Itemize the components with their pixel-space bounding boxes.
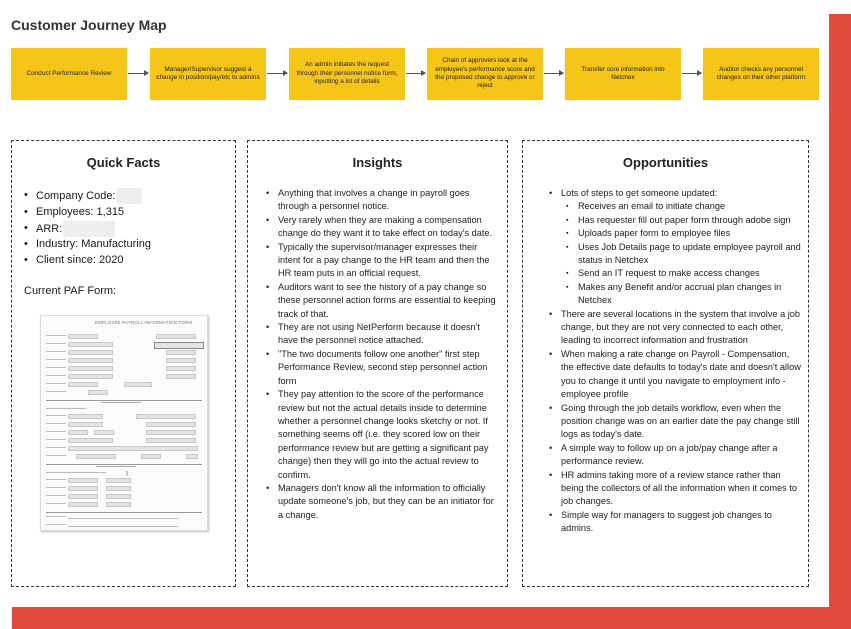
journey-step-6[interactable] bbox=[703, 48, 819, 100]
opportunity-item: • There are several locations in the system that involve a job change, but they are not very connected to each other, leading to incorrect information and frustration bbox=[549, 308, 803, 348]
fact-employees: Employees: 1,315 bbox=[36, 205, 125, 218]
insight-item: • Anything that involves a change in payroll goes through a personnel notice. bbox=[266, 187, 498, 214]
opportunity-subitem: ▪ Uses Job Details page to update employee payroll and status in Netchex bbox=[566, 241, 803, 268]
journey-flow bbox=[0, 48, 829, 100]
insights-list bbox=[266, 187, 498, 522]
opportunity-subitem: ▪ Send an IT request to make access changes bbox=[566, 267, 803, 280]
quick-facts-list bbox=[24, 188, 151, 269]
opportunity-item: • Lots of steps to get someone updated: bbox=[549, 187, 803, 200]
insight-item: • They are not using NetPerform because it doesn't have the personnel notice attached. bbox=[266, 321, 498, 348]
fact-arr: ARR: bbox=[36, 222, 63, 235]
redacted-value bbox=[117, 188, 142, 204]
journey-step-3[interactable] bbox=[289, 48, 405, 100]
opportunity-subitem: ▪ Uploads paper form to employee files bbox=[566, 227, 803, 240]
step-label: Conduct Performance Review bbox=[26, 69, 112, 77]
step-label: Chain of approvers look at the employee's performance score and the proposed change to approve or reject bbox=[435, 57, 535, 90]
fact-company-code: Company Code: bbox=[36, 189, 116, 202]
opportunity-item: • Going through the job details workflow, even when the position change was on an earlier date the pay change still logs as today's date. bbox=[549, 402, 803, 442]
flow-arrow bbox=[544, 73, 563, 74]
step-label: Manager/Supervisor suggest a change in position/pay/etc to admins bbox=[156, 65, 260, 81]
opportunity-subitem: ▪ Receives an email to initiate change bbox=[566, 200, 803, 213]
redacted-value bbox=[63, 221, 115, 237]
fact-industry: Industry: Manufacturing bbox=[36, 238, 151, 251]
fact-item bbox=[24, 253, 151, 269]
journey-step-2[interactable] bbox=[150, 48, 266, 100]
insights-panel bbox=[247, 140, 508, 587]
opportunity-item: • Simple way for managers to suggest job changes to admins. bbox=[549, 509, 803, 536]
step-label: An admin initiates the request through their personnel notice form, inputting a lot of details bbox=[296, 61, 398, 86]
shadow-bottom bbox=[12, 607, 851, 629]
opportunities-list bbox=[549, 187, 803, 536]
journey-step-4[interactable] bbox=[427, 48, 543, 100]
insight-item: • Typically the supervisor/manager expresses their intent for a pay change to the HR team and then the HR team puts in an official request. bbox=[266, 241, 498, 281]
opportunity-item: • When making a rate change on Payroll - Compensation, the effective date defaults to today's date and doesn't allow you to change it until you navigate to employment info - employee profile bbox=[549, 348, 803, 402]
opportunity-subitem: ▪ Makes any Benefit and/or accrual plan changes in Netchex bbox=[566, 281, 803, 308]
shadow-right bbox=[829, 14, 851, 629]
journey-step-5[interactable] bbox=[565, 48, 681, 100]
quick-facts-panel bbox=[11, 140, 236, 587]
flow-arrow bbox=[128, 73, 148, 74]
flow-arrow bbox=[682, 73, 701, 74]
opportunity-item: • A simple way to follow up on a job/pay change after a performance review. bbox=[549, 442, 803, 469]
quick-facts-heading: Quick Facts bbox=[86, 155, 161, 170]
paf-form-image[interactable] bbox=[40, 315, 208, 531]
opportunity-subitem: ▪ Has requester fill out paper form through adobe sign bbox=[566, 214, 803, 227]
form-title: EMPLOYEE PAYROLL INFORMATION FORM bbox=[95, 320, 193, 325]
fact-item bbox=[24, 188, 151, 205]
journey-step-1[interactable] bbox=[11, 48, 127, 100]
opportunities-panel bbox=[522, 140, 809, 587]
flow-arrow bbox=[406, 73, 425, 74]
flow-arrow bbox=[267, 73, 287, 74]
insight-item: • Very rarely when they are making a compensation change do they want it to take effect on today's date. bbox=[266, 214, 498, 241]
paf-form-label: Current PAF Form: bbox=[24, 285, 117, 297]
opportunity-item: • HR admins taking more of a review stance rather than being the collectors of all the information when it comes to job changes. bbox=[549, 469, 803, 509]
insight-item: • "The two documents follow one another" first step Performance Review, second step personnel action form bbox=[266, 348, 498, 388]
page-title: Customer Journey Map bbox=[11, 17, 167, 33]
insight-item: • Managers don't know all the information to officially update someone's job, but they can be an initiator for a change. bbox=[266, 482, 498, 522]
opportunities-heading: Opportunities bbox=[622, 155, 709, 170]
insights-heading: Insights bbox=[352, 155, 403, 170]
fact-item bbox=[24, 237, 151, 253]
step-label: Auditor checks any personnel changes on their other platform bbox=[716, 65, 806, 81]
fact-item bbox=[24, 221, 151, 238]
step-label: Transfer core information into Netchex bbox=[581, 65, 665, 81]
insight-item: • They pay attention to the score of the performance review but not the actual details inside to determine whether a personnel change looks sketchy or not. If something seems off (i.e. they scored low on their performance review but are getting a significant pay change) then they will go into the actual review to confirm. bbox=[266, 388, 498, 482]
insight-item: • Auditors want to see the history of a pay change so these personnel action forms are essential to keeping track of that. bbox=[266, 281, 498, 321]
fact-client-since: Client since: 2020 bbox=[36, 254, 124, 266]
fact-item bbox=[24, 205, 151, 221]
